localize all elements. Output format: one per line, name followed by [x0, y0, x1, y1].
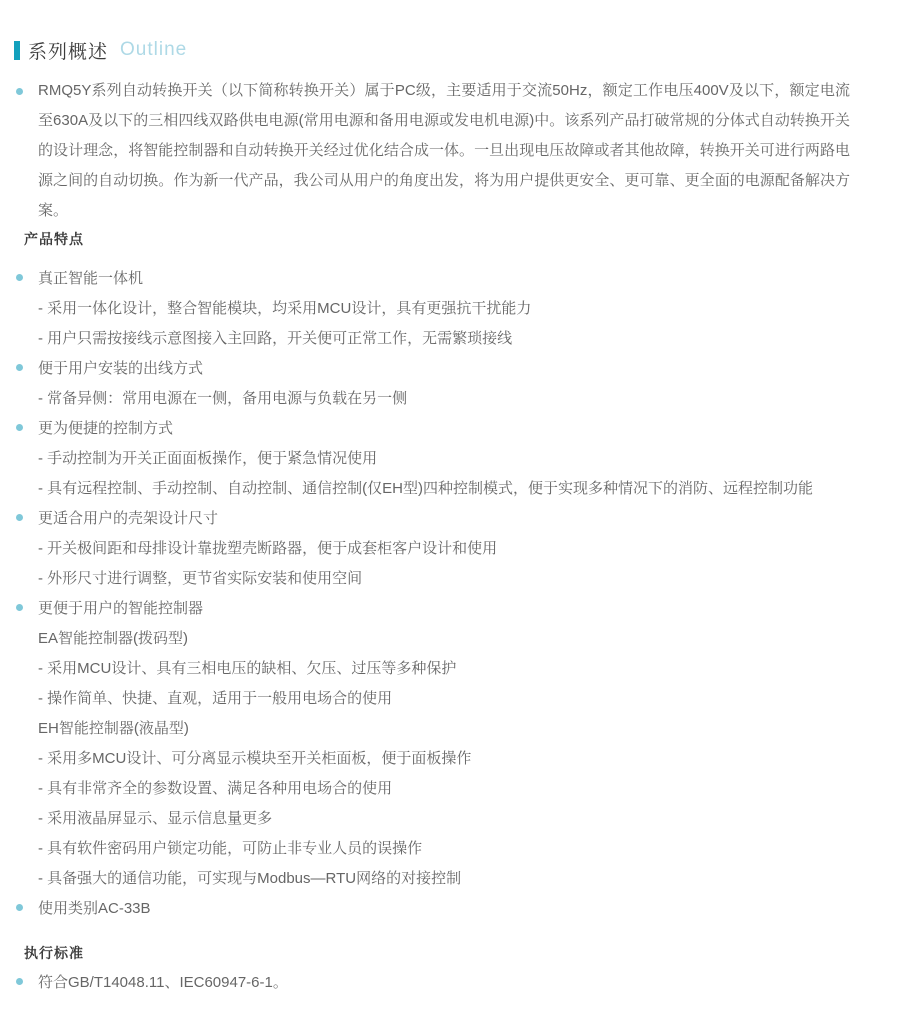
- list-item: [16, 562, 886, 592]
- feature-item-text: EA智能控制器(拨码型): [38, 629, 189, 647]
- feature-sub-item-text: - 操作简单、快捷、直观，适用于一般用电场合的使用: [38, 689, 393, 707]
- feature-sub-item-text: - 采用一体化设计，整合智能模块，均采用MCU设计，具有更强抗干扰能力: [38, 299, 532, 317]
- list-item: [16, 382, 886, 412]
- intro-paragraph-row: [16, 76, 876, 226]
- list-item: [16, 622, 886, 652]
- list-item: [16, 742, 886, 772]
- section-header: [14, 38, 187, 62]
- list-item: [16, 652, 886, 682]
- feature-item-text: EH智能控制器(液晶型): [38, 719, 189, 737]
- feature-sub-item-text: - 开关极间距和母排设计靠拢塑壳断路器，便于成套柜客户设计和使用: [38, 539, 498, 557]
- features-heading: 产品特点: [24, 231, 84, 247]
- list-item: [16, 966, 886, 996]
- feature-sub-item-text: - 具有非常齐全的参数设置、满足各种用电场合的使用: [38, 779, 393, 797]
- list-item: [16, 712, 886, 742]
- standards-list: [16, 966, 886, 996]
- bullet-dot-icon: [16, 424, 23, 431]
- page-title-cn: 系列概述: [28, 41, 109, 63]
- list-item: [16, 412, 886, 442]
- list-item: [16, 262, 886, 292]
- feature-item-text: 更适合用户的壳架设计尺寸: [38, 509, 219, 527]
- list-item: [16, 532, 886, 562]
- feature-item-text: 使用类别AC-33B: [38, 899, 151, 917]
- list-item: [16, 592, 886, 622]
- list-item: [16, 442, 886, 472]
- list-item: [16, 322, 886, 352]
- feature-item-text: 更为便捷的控制方式: [38, 419, 174, 437]
- feature-sub-item-text: - 具有远程控制、手动控制、自动控制、通信控制(仅EH型)四种控制模式，便于实现多种情况下的消防、远程控制功能: [38, 479, 813, 497]
- feature-sub-item-text: - 手动控制为开关正面面板操作，便于紧急情况使用: [38, 449, 378, 467]
- standards-heading: 执行标准: [24, 945, 84, 961]
- bullet-dot-icon: [16, 514, 23, 521]
- list-item: [16, 862, 886, 892]
- features-list: [16, 262, 886, 922]
- list-item: [16, 502, 886, 532]
- feature-item-text: 更便于用户的智能控制器: [38, 599, 204, 617]
- bullet-dot-icon: [16, 88, 23, 95]
- feature-item-text: 符合GB/T14048.11、IEC60947-6-1。: [38, 973, 288, 991]
- feature-sub-item-text: - 常备异侧：常用电源在一侧，备用电源与负载在另一侧: [38, 389, 408, 407]
- bullet-dot-icon: [16, 604, 23, 611]
- intro-paragraph: RMQ5Y系列自动转换开关（以下简称转换开关）属于PC级，主要适用于交流50Hz，额定工作电压400V及以下，额定电流至630A及以下的三相四线双路供电电源(常用电源和备用电源或发电机电源)中。该系列产品打破常规的分体式自动转换开关的设计理念，将智能控制器和自动转换开关经过优化结合成一体。一旦出现电压故障或者其他故障，转换开关可进行两路电源之间的自动切换。作为新一代产品，我公司从用户的角度出发，将为用户提供更安全、更可靠、更全面的电源配备解决方案。: [38, 82, 850, 219]
- list-item: [16, 472, 886, 502]
- list-item: [16, 352, 886, 382]
- list-item: [16, 802, 886, 832]
- feature-item-text: 真正智能一体机: [38, 269, 144, 287]
- feature-item-text: 便于用户安装的出线方式: [38, 359, 204, 377]
- feature-sub-item-text: - 采用MCU设计、具有三相电压的缺相、欠压、过压等多种保护: [38, 659, 457, 677]
- list-item: [16, 832, 886, 862]
- feature-sub-item-text: - 外形尺寸进行调整，更节省实际安装和使用空间: [38, 569, 363, 587]
- list-item: [16, 892, 886, 922]
- feature-sub-item-text: - 采用液晶屏显示、显示信息量更多: [38, 809, 273, 827]
- list-item: [16, 682, 886, 712]
- bullet-dot-icon: [16, 274, 23, 281]
- accent-bar: [14, 41, 20, 60]
- feature-sub-item-text: - 具备强大的通信功能，可实现与Modbus—RTU网络的对接控制: [38, 869, 462, 887]
- feature-sub-item-text: - 具有软件密码用户锁定功能，可防止非专业人员的误操作: [38, 839, 423, 857]
- page-title-en: Outline: [120, 39, 188, 60]
- feature-sub-item-text: - 用户只需按接线示意图接入主回路，开关便可正常工作，无需繁琐接线: [38, 329, 513, 347]
- bullet-dot-icon: [16, 904, 23, 911]
- list-item: [16, 292, 886, 322]
- bullet-dot-icon: [16, 978, 23, 985]
- bullet-dot-icon: [16, 364, 23, 371]
- list-item: [16, 772, 886, 802]
- feature-sub-item-text: - 采用多MCU设计、可分离显示模块至开关柜面板，便于面板操作: [38, 749, 472, 767]
